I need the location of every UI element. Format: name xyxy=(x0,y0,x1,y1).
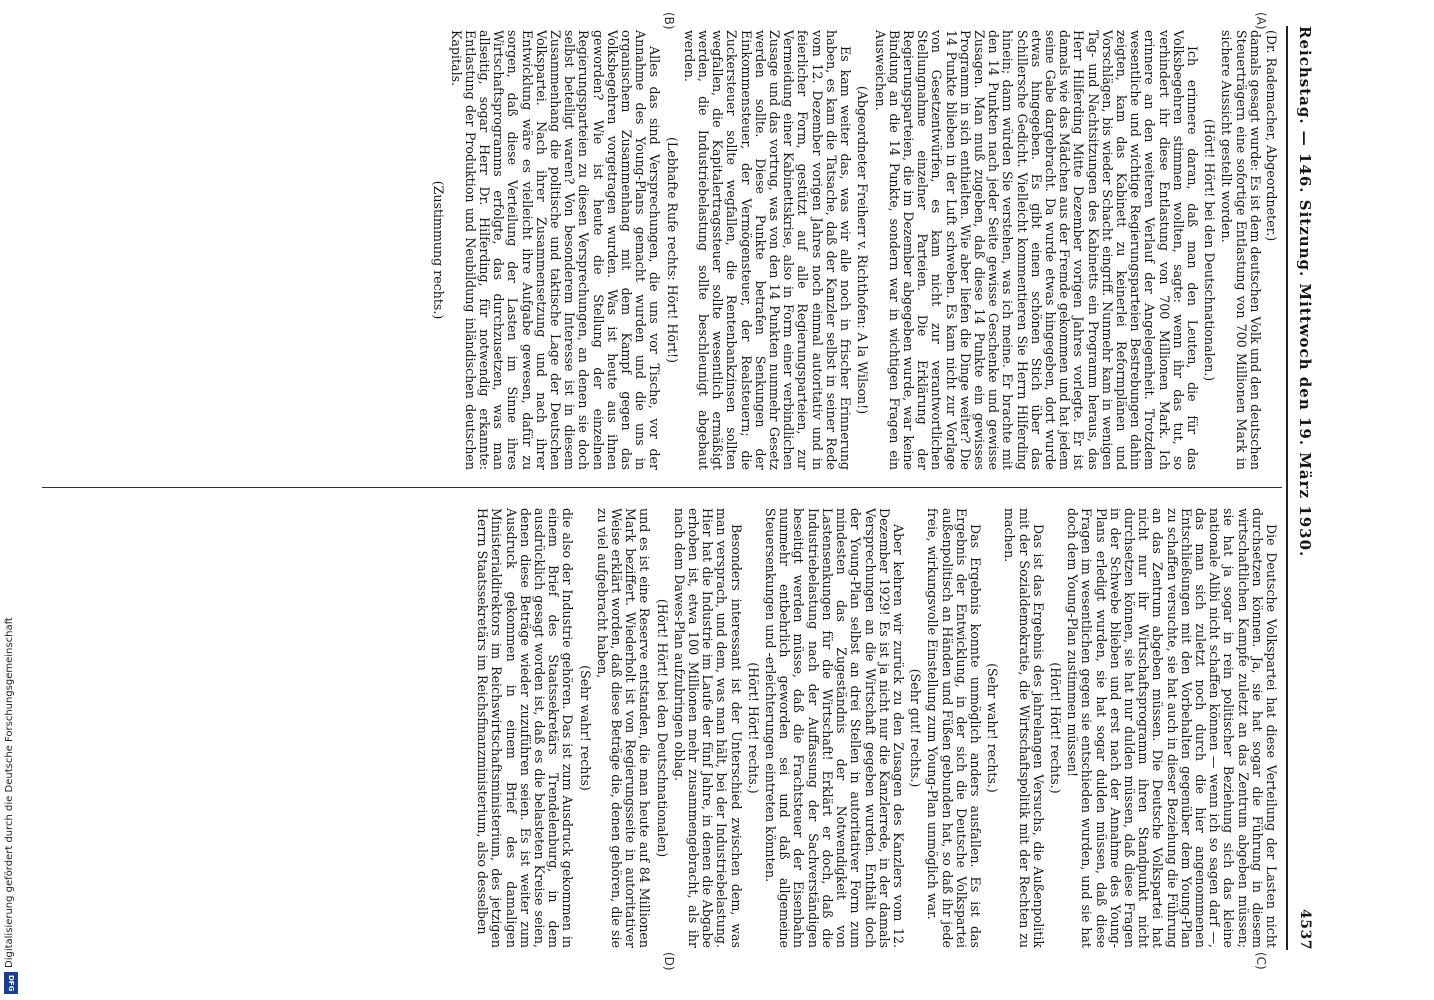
interjection: (Sehr wahr! rechts) xyxy=(577,665,593,791)
credit-text: Digitalisierung gefördert durch die Deutsche Forschungsgemeinschaft xyxy=(4,617,15,968)
paragraph: die also der Industrie gehören. Das ist zum Ausdruck gekommen in einem Brief des Staatssekretärs Trendelenburg, in dem ausdrücklich gesagt worden ist, daß es die belasteten Kreise seien, denen diese Beträge wieder zuzuführen seien. Es ist weiter zum Ausdruck gekommen in einem Brief des damaligen Ministerialdirektors im Reichswirtschaftsministerium, des jetzigen Herrn Staatssekretärs im Reichsfinanzministerium, also desselben xyxy=(475,508,576,948)
margin-marker-d: (D) xyxy=(662,952,676,971)
margin-marker-b: (B) xyxy=(662,12,676,30)
paragraph: damals gesagt wurde: Es ist dem deutschen Volk und den deutschen Steuerträgern eine sofortige Entlastung von 700 Millionen Mark in sichere Aussicht gestellt worden. xyxy=(1219,30,1263,470)
paragraph: und es ist eine Reserve entstanden, die man heute auf 84 Millionen Mark beziffert. Wiederholt ist von Regierungsseite in autoritativer Weise erklärt worden, daß diese Beträge die, denen gehören, die sie zu viel aufgebracht haben, xyxy=(594,508,653,948)
paragraph: Es kam weiter das, was wir alle noch in frischer Erinnerung haben, es kam die Tatsache, daß der Kanzler selbst in seiner Rede vom 12. Dezember vorigen Jahres noch einmal autoritativ und in feierlicher Form, gestützt auf alle Regierungsparteien, zur Vermeidung einer Kabinettskrise, also in Form einer verbindlichen Zusage und das vortrug, was von den 14 Punkten nunmehr Gesetz werden sollte. Diese Punkte betrafen Senkungen der Einkommensteuer, der Vermögensteuer, der Realsteuern; die Zuckersteuer sollte wegfallen, die Rentenbankzinsen sollten wegfallen, die Kapitalertragssteuer sollte wesentlich ermäßigt werden, die Industriebelastung sollte beschleunigt abgebaut werden. xyxy=(681,30,854,470)
paragraph: Das ist das Ergebnis des jahrelangen Versuchs, die Außenpolitik mit der Sozialdemokratie, die Wirtschaftspolitik mit der Rechten zu machen. xyxy=(1002,508,1046,948)
page-number: 4537 xyxy=(1297,909,1313,950)
paragraph: Das Ergebnis konnte unmöglich anders ausfallen. Es ist das Ergebnis der Entwicklung, in der sich die Deutsche Volkspartei außenpolitisch an Händen und Füßen gebunden hat, so daß ihr jede freie, wirkungsvolle Einstellung zum Young-Plan unmöglich war. xyxy=(925,508,983,948)
paragraph: Ich erinnere daran, daß man den Leuten, die für das Volksbegehren stimmen wollten, sagte: wenn ihr das tut, so verhindert ihr diese Entlastung von 700 Millionen Mark. Ich erinnere an den weiteren Verlauf der Angelegenheit. Trotzdem wesentliche und wichtige Regierungsparteien Bestrebungen dahin zeigten, kam das Kabinett zu keinerlei Reformplänen und Vorschlägen, bis wieder Schacht eingriff. Nunmehr kam in wenigen Tag- und Nachtsitzungen des Kabinetts ein Programm heraus, das Herr Hilferding Mitte Dezember vorigen Jahres vorlegte. Er ist damals wie das Mädchen aus der Fremde gekommen und hat jedem seine Gabe dargebracht. Da wurde etwas hingegeben, dort wurde etwas hingegeben. Es gibt einen schönen Stich über das Schillersche Gedicht. Vielleicht kommentieren Sie Herrn Hilferding hinein; dann würden Sie verstehen, was ich meine. Er brachte mit den 14 Punkten nach jeder Seite gewisse Geschenke und gewisse Zusagen. Man muß zugeben, daß diese 14 Punkte ein gewisses Programm in sich enthielten. Wie aber liefen die Dinge weiter? Die 14 Punkte blieben in der Luft schweben. Es kam nicht zur Vorlage von Gesetzentwürfen, es kam nicht zur verantwortlichen Stellungnahme einzelner Parteien. Die Erklärung der Regierungsparteien, die im Dezember abgegeben wurde, war keine Bindung an die 14 Punkte, sondern war in wichtigen Fragen ein Ausweichen. xyxy=(872,30,1200,470)
right-column xyxy=(473,508,1278,948)
interjection: (Hört! Hört! rechts.) xyxy=(745,662,761,794)
interjection: (Hört! Hört! bei den Deutschnationalen.) xyxy=(1202,118,1218,382)
interjection: (Zustimmung rechts.) xyxy=(431,180,447,320)
margin-marker-c: (C) xyxy=(1254,952,1268,970)
header-rule xyxy=(1286,26,1288,950)
page-header xyxy=(1292,26,1318,950)
dfg-logo-text: DFG xyxy=(7,974,15,992)
interjection: (Lebhafte Rufe rechts: Hört! Hört!) xyxy=(664,136,680,364)
paragraph: Die Deutsche Volkspartei hat diese Verteilung der Lasten nicht durchsetzen können. Ja, sie hat sogar die Führung in diesem wirtschaftlichen Kampfe zuletzt an das Zentrum abgeben müssen; sie hat ja sogar in rein politischer Beziehung sich das kleine nationale Alibi nicht schaffen können — wenn ich so sagen darf —, das man sich zuletzt noch durch die hier angenommenen Entschließungen mit den Vorbehalten gegenüber dem Young-Plan zu schaffen versuchte, sie hat auch in dieser Beziehung die Führung an das Zentrum abgeben müssen. Die Deutsche Volkspartei hat nicht nur ihr Wirtschaftsprogramm ihren Standpunkt nicht durchsetzen können, sie hat nur dulden müssen, daß diese Fragen in der Schwebe blieben und erst nach der Annahme des Young-Plans erledigt wurden, sie hat sogar dulden müssen, daß diese Fragen im wesentlichen gegen sie entschieden wurden, und sie hat doch dem Young-Plan zustimmen müssen! xyxy=(1065,508,1279,948)
paragraph: Besonders interessant ist der Unterschied zwischen dem, was man versprach, und dem, was man hält, bei der Industriebelastung. Hier hat die Industrie im Laufe der fünf Jahre, in denen die Abgabe erhoben ist, etwa 100 Millionen mehr zusammengebracht, als ihr nach dem Dawes-Plan aufzubringen oblag. xyxy=(671,508,744,948)
interjection: (Abgeordneter Freiherr v. Richthofen: A la Wilson!) xyxy=(855,85,871,415)
paragraph: Alles das sind Versprechungen, die uns vor Tische, vor der Annahme des Young-Plans gemacht wurden und die uns in organischem Zusammenhang mit dem Kampf gegen das Volksbegehren vorgetragen wurden. Was ist heute aus ihnen geworden? Wie ist heute die Stellung der einzelnen Regierungsparteien zu diesen Versprechungen, an denen sie doch selbst beteiligt waren? Von besonderem Interesse ist in diesem Zusammenhang die politische und taktische Lage der Deutschen Volkspartei. Nach ihrer Zusammensetzung und nach ihrer Entwicklung wäre es vielleicht ihre Aufgabe gewesen, dafür zu sorgen, daß diese Verteilung der Lasten im Sinne ihres Wirtschaftsprogramms erfolgte, das durchzusetzen, was man allseitig, sogar Herr Dr. Hilferding, für notwendig erkannte: Entlastung der Produktion und Neubildung inländischen deutschen Kapitals. xyxy=(448,30,663,470)
column-separator xyxy=(42,487,1282,488)
interjection: (Sehr gut! rechts.) xyxy=(908,668,924,788)
session-title: Reichstag. — 146. Sitzung. Mittwoch den 19. März 1930. xyxy=(1296,26,1314,558)
speaker-line: (Dr. Rademacher, Abgeordneter.) xyxy=(1264,30,1279,242)
interjection: (Hört! Hört! rechts.) xyxy=(1047,662,1063,794)
left-column xyxy=(428,30,1278,470)
interjection: (Sehr wahr! rechts.) xyxy=(985,663,1001,793)
rotated-page xyxy=(4,8,1326,971)
digitization-credit xyxy=(4,0,18,1000)
paragraph: Aber kehren wir zurück zu den Zusagen des Kanzlers vom 12. Dezember 1929! Es ist ja nicht nur die Kanzlerrede, in der damals Versprechungen an die Wirtschaft gegeben wurden. Enthält doch der Young-Plan selbst an drei Stellen in autoritativer Form zum mindesten das Zugeständnis der Notwendigkeit von Lastensenkungen für die Wirtschaft! Erklärt er doch, daß die Industriebelastung nach der Auffassung der Sachverständigen beseitigt werden müsse, daß die Frachtsteuer der Eisenbahn nunmehr entbehrlich geworden sei und daß allgemeine Steuersenkungen und -erleichterungen eintreten könnten. xyxy=(763,508,906,948)
dfg-logo xyxy=(4,972,18,994)
interjection: (Hört! Hört! bei den Deutschnationalen) xyxy=(654,598,670,858)
margin-marker-a: (A) xyxy=(1254,12,1268,30)
